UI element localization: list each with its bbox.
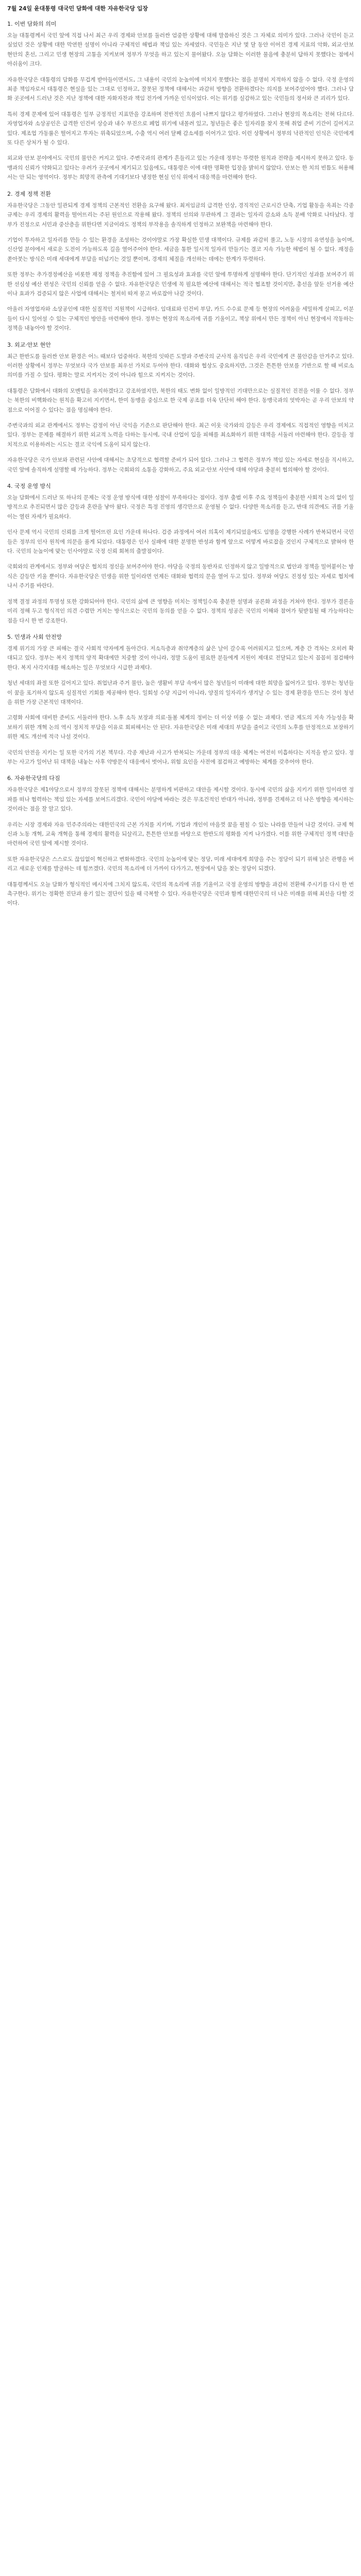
section-heading: 5. 민생과 사회 안전망 [7,633,62,640]
body-paragraph: 또한 자유한국당은 스스로도 끊임없이 혁신하고 변화하겠다. 국민의 눈높이에 맞는 정당, 미래 세대에게 희망을 주는 정당이 되기 위해 낡은 관행을 버리고 새로운 인재를 발굴하는 데 힘쓰겠다. 국민의 목소리에 더 가까이 다가가고, 현장에서 답을 찾는 정당이 되겠다. [7,856,354,872]
body-paragraph: 대통령은 담화에서 대화의 모멘텀을 유지하겠다고 강조하였지만, 북한의 태도 변화 없이 일방적인 기대만으로는 실질적인 진전을 이룰 수 없다. 정부는 북한의 비핵화라는 원칙을 확고히 지키면서, 한미 동맹을 중심으로 한 국제 공조를 더욱 단단히 해야 한다. 동맹국과의 엇박자는 곧 우리 안보의 약점으로 이어질 수 있다는 점을 명심해야 한다. [7,387,354,413]
body-paragraph: 인사 문제 역시 국민의 신뢰를 크게 떨어뜨린 요인 가운데 하나다. 검증 과정에서 여러 의혹이 제기되었음에도 임명을 강행한 사례가 반복되면서 국민들은 정부의 인사 원칙에 의문을 품게 되었다. 대통령은 인사 실패에 대한 분명한 반성과 함께 앞으로 어떻게 바로잡을 것인지 구체적으로 밝혀야 한다. 국민의 눈높이에 맞는 인사야말로 국정 신뢰 회복의 출발점이다. [7,529,354,555]
statement-section [7,342,354,474]
body-paragraph: 오늘 담화에서 드러난 또 하나의 문제는 국정 운영 방식에 대한 성찰이 부족하다는 점이다. 정부 출범 이후 주요 정책들이 충분한 사회적 논의 없이 일방적으로 추진되면서 많은 갈등과 혼란을 낳아 왔다. 국정은 특정 진영의 생각만으로 운영될 수 없다. 다양한 목소리를 듣고, 반대 의견에도 귀를 기울이는 열린 자세가 필요하다. [7,495,354,520]
section-heading: 1. 이번 담화의 의미 [7,21,57,27]
body-paragraph: 고령화 사회에 대비한 준비도 서둘러야 한다. 노후 소득 보장과 의료·돌봄 체계의 정비는 더 이상 미룰 수 없는 과제다. 연금 제도의 지속 가능성을 확보하기 위한 개혁 논의 역시 정치적 부담을 이유로 회피해서는 안 된다. 자유한국당은 미래 세대의 부담을 줄이고 국민의 노후를 안정적으로 보장하기 위한 제도 개선에 적극 나설 것이다. [7,715,354,740]
statement-section [7,191,354,333]
body-paragraph: 자유한국당은 대통령의 담화를 무겁게 받아들이면서도, 그 내용이 국민의 눈높이에 미치지 못했다는 점을 분명히 지적하지 않을 수 없다. 국정 운영의 최종 책임자로서 대통령은 현실을 있는 그대로 인정하고, 잘못된 정책에 대해서는 과감히 방향을 전환하겠다는 의지를 보여주었어야 했다. 그러나 담화 곳곳에서 드러난 것은 지난 정책에 대한 자화자찬과 책임 전가에 가까운 인식이었다. 이는 위기를 실감하고 있는 국민들의 정서와 큰 괴리가 있다. [7,76,354,102]
body-paragraph: 오늘 대통령께서 국민 앞에 직접 나서 최근 우리 경제와 안보를 둘러싼 엄중한 상황에 대해 말씀하신 것은 그 자체로 의미가 있다. 그러나 국민이 듣고 싶었던 것은 상황에 대한 막연한 설명이 아니라 구체적인 해법과 책임 있는 자세였다. 국민들은 지난 몇 달 동안 이어진 경제 지표의 악화, 외교·안보 현안의 혼선, 그리고 민생 현장의 고통을 지켜보며 정부가 무엇을 하고 있는지 물어왔다. 오늘 담화는 이러한 물음에 충분히 답하지 못했다는 점에서 아쉬움이 크다. [7,32,354,67]
statement-title: 7월 24일 윤대통령 대국민 담화에 대한 자유한국당 입장 [7,5,148,12]
statement-section [7,775,354,908]
body-paragraph: 국회와의 관계에서도 정부와 여당은 협치의 정신을 보여주어야 한다. 야당을 국정의 동반자로 인정하지 않고 일방적으로 법안과 정책을 밀어붙이는 방식은 갈등만 키울 뿐이다. 자유한국당은 민생을 위한 일이라면 언제든 대화와 협력의 문을 열어 두고 있다. 정부와 여당도 진정성 있는 자세로 협치에 나서 주기를 바란다. [7,564,354,589]
body-paragraph: 우리는 시장 경제와 자유 민주주의라는 대한민국의 근본 가치를 지키며, 기업과 개인이 마음껏 꿈을 펼칠 수 있는 나라를 만들어 나갈 것이다. 규제 혁신과 노동 개혁, 교육 개혁을 통해 경제의 활력을 되살리고, 튼튼한 안보를 바탕으로 한반도의 평화를 지켜 나가겠다. 이를 위한 구체적인 정책 대안을 마련하여 국민 앞에 제시할 것이다. [7,821,354,847]
body-paragraph: 외교와 안보 분야에서도 국민의 불안은 커지고 있다. 주변국과의 관계가 흔들리고 있는 가운데 정부는 뚜렷한 원칙과 전략을 제시하지 못하고 있다. 동맹과의 신뢰가 약화되고 있다는 우려가 곳곳에서 제기되고 있음에도, 대통령은 이에 대한 명확한 입장을 밝히지 않았다. 안보는 한 치의 빈틈도 허용해서는 안 되는 영역이다. 정부는 희망적 관측에 기대기보다 냉정한 현실 인식 위에서 대응책을 마련해야 한다. [7,155,354,181]
section-heading: 3. 외교·안보 현안 [7,341,51,348]
body-paragraph: 특히 경제 문제에 있어 대통령은 일부 긍정적인 지표만을 강조하며 전반적인 흐름이 나쁘지 않다고 평가하였다. 그러나 현장의 목소리는 전혀 다르다. 자영업자와 소상공인은 급격한 인건비 상승과 내수 부진으로 폐업 위기에 내몰려 있고, 청년들은 좋은 일자리를 찾지 못해 취업 준비 기간이 길어지고 있다. 제조업 가동률은 떨어지고 투자는 위축되었으며, 수출 역시 여러 달째 감소세를 이어가고 있다. 이런 상황에서 정부의 낙관적인 인식은 국민에게 또 다른 상처가 될 수 있다. [7,111,354,146]
body-paragraph: 자유한국당은 국가 안보와 관련된 사안에 대해서는 초당적으로 협력할 준비가 되어 있다. 그러나 그 협력은 정부가 책임 있는 자세로 현실을 직시하고, 국민 앞에 솔직하게 설명할 때 가능하다. 정부는 국회와의 소통을 강화하고, 주요 외교·안보 사안에 대해 야당과 충분히 협의해야 할 것이다. [7,457,354,473]
statement-section [7,21,354,182]
body-paragraph: 최근 한반도를 둘러싼 안보 환경은 어느 때보다 엄중하다. 북한의 잇따른 도발과 주변국의 군사적 움직임은 우리 국민에게 큰 불안감을 안겨주고 있다. 이러한 상황에서 정부는 무엇보다 국가 안보를 최우선 가치로 두어야 한다. 대화와 협상도 중요하지만, 그것은 튼튼한 안보를 기반으로 할 때 비로소 의미를 가질 수 있다. 평화는 말로 지켜지는 것이 아니라 힘으로 지켜지는 것이다. [7,353,354,379]
statement-body [7,21,354,908]
body-paragraph: 대통령께서도 오늘 담화가 형식적인 메시지에 그치지 않도록, 국민의 목소리에 귀를 기울이고 국정 운영의 방향을 과감히 전환해 주시기를 다시 한 번 촉구한다. 위기는 정확한 진단과 용기 있는 결단이 있을 때 극복할 수 있다. 자유한국당은 국민과 함께 대한민국의 더 나은 미래를 위해 최선을 다할 것이다. [7,881,354,907]
section-heading: 4. 국정 운영 방식 [7,483,51,490]
body-paragraph: 또한 정부는 추가경정예산을 비롯한 재정 정책을 추진함에 있어 그 필요성과 효과를 국민 앞에 투명하게 설명해야 한다. 단기적인 성과를 보여주기 위한 선심성 예산 편성은 국민의 신뢰를 얻을 수 없다. 자유한국당은 민생에 꼭 필요한 예산에 대해서는 적극 협조할 것이지만, 총선을 앞둔 선거용 예산이나 효과가 검증되지 않은 사업에 대해서는 철저히 따져 묻고 바로잡아 나갈 것이다. [7,272,354,297]
statement-section [7,483,354,625]
body-paragraph: 자유한국당은 제1야당으로서 정부의 잘못된 정책에 대해서는 분명하게 비판하고 대안을 제시할 것이다. 동시에 국민의 삶을 지키기 위한 일이라면 정파를 떠나 협력하는 책임 있는 자세를 보여드리겠다. 국민이 야당에 바라는 것은 무조건적인 반대가 아니라, 정부를 견제하고 더 나은 방향을 제시하는 것이라는 점을 잘 알고 있다. [7,787,354,812]
statement-section [7,634,354,767]
body-paragraph: 주변국과의 외교 관계에서도 정부는 감정이 아닌 국익을 기준으로 판단해야 한다. 최근 이웃 국가와의 갈등은 우리 경제에도 직접적인 영향을 미치고 있다. 정부는 문제를 해결하기 위한 외교적 노력을 다하는 동시에, 국내 산업이 입을 피해를 최소화하기 위한 대책을 서둘러 마련해야 한다. 갈등을 정치적으로 이용하려는 시도는 결코 국익에 도움이 되지 않는다. [7,422,354,448]
section-heading: 6. 자유한국당의 다짐 [7,775,60,782]
statement-page [0,0,361,908]
body-paragraph: 청년 세대의 좌절 또한 깊어지고 있다. 취업난과 주거 불안, 높은 생활비 부담 속에서 많은 청년들이 미래에 대한 희망을 잃어가고 있다. 정부는 청년들이 꿈을 포기하지 않도록 실질적인 기회를 제공해야 한다. 일회성 수당 지급이 아니라, 양질의 일자리가 생겨날 수 있는 경제 환경을 만드는 것이 청년을 위한 가장 근본적인 대책이다. [7,680,354,705]
section-heading: 2. 경제 정책 전환 [7,190,51,197]
body-paragraph: 자유한국당은 그동안 일관되게 경제 정책의 근본적인 전환을 요구해 왔다. 최저임금의 급격한 인상, 경직적인 근로시간 단축, 기업 활동을 옥죄는 각종 규제는 우리 경제의 활력을 떨어뜨리는 주된 원인으로 작용해 왔다. 정책의 선의와 무관하게 그 결과는 일자리 감소와 소득 분배 악화로 나타났다. 정부가 진정으로 서민과 중산층을 위한다면 지금이라도 정책의 부작용을 솔직하게 인정하고 보완책을 마련해야 한다. [7,202,354,228]
body-paragraph: 아울러 자영업자와 소상공인에 대한 실질적인 지원책이 시급하다. 임대료와 인건비 부담, 카드 수수료 문제 등 현장의 어려움을 세밀하게 살피고, 이분들이 다시 일어설 수 있는 구체적인 방안을 마련해야 한다. 정부는 현장의 목소리에 귀를 기울이고, 책상 위에서 만든 정책이 아닌 현장에서 작동하는 정책을 내놓아야 할 것이다. [7,306,354,332]
body-paragraph: 기업이 투자하고 일자리를 만들 수 있는 환경을 조성하는 것이야말로 가장 확실한 민생 대책이다. 규제를 과감히 풀고, 노동 시장의 유연성을 높이며, 신산업 분야에서 새로운 도전이 가능하도록 길을 열어주어야 한다. 세금을 통한 일시적 일자리 만들기는 결코 지속 가능한 해법이 될 수 없다. 재정을 쏟아붓는 방식은 미래 세대에게 부담을 떠넘기는 것일 뿐이며, 경제의 체질을 개선하는 데에는 한계가 뚜렷하다. [7,236,354,262]
body-paragraph: 국민의 안전을 지키는 일 또한 국가의 기본 책무다. 각종 재난과 사고가 반복되는 가운데 정부의 대응 체계는 여전히 미흡하다는 지적을 받고 있다. 정부는 사고가 일어난 뒤 대책을 내놓는 사후 약방문식 대응에서 벗어나, 위험 요인을 사전에 점검하고 예방하는 체계를 갖추어야 한다. [7,749,354,765]
body-paragraph: 정책 결정 과정의 투명성 또한 강화되어야 한다. 국민의 삶에 큰 영향을 미치는 정책일수록 충분한 설명과 공론화 과정을 거쳐야 한다. 정부가 결론을 미리 정해 두고 형식적인 의견 수렴만 거치는 방식으로는 국민의 동의를 얻을 수 없다. 정책의 성공은 국민의 이해와 참여가 뒷받침될 때 가능하다는 점을 다시 한 번 강조한다. [7,598,354,624]
body-paragraph: 경제 위기의 가장 큰 피해는 결국 사회적 약자에게 돌아간다. 저소득층과 취약계층의 삶은 날이 갈수록 어려워지고 있으며, 계층 간 격차는 오히려 확대되고 있다. 정부는 복지 정책의 양적 확대에만 치중할 것이 아니라, 정말 도움이 필요한 분들에게 지원이 제대로 전달되고 있는지 꼼꼼히 점검해야 한다. 복지 사각지대를 해소하는 일은 무엇보다 시급한 과제다. [7,645,354,671]
